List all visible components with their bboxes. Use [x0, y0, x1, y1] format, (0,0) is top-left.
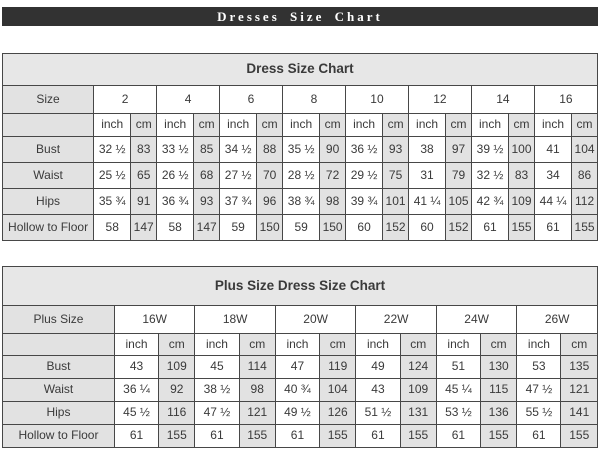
- value-inch: 59: [220, 215, 257, 241]
- value-inch: 61: [517, 425, 561, 448]
- value-inch: 25 ½: [94, 163, 131, 189]
- value-inch: 44 ¼: [534, 189, 571, 215]
- value-cm: 100: [509, 137, 535, 163]
- unit-header-cm: cm: [239, 334, 275, 356]
- value-cm: 86: [572, 163, 598, 189]
- value-inch: 60: [408, 215, 445, 241]
- value-inch: 47: [275, 356, 319, 379]
- value-cm: 70: [257, 163, 283, 189]
- unit-header-row: [3, 114, 598, 137]
- size-header: 10: [345, 86, 408, 114]
- unit-header-cm: cm: [561, 334, 598, 356]
- plus-size-dress-size-chart-table: [2, 266, 598, 448]
- value-inch: 61: [534, 215, 571, 241]
- value-inch: 39 ½: [471, 137, 508, 163]
- unit-header-inch: inch: [471, 114, 508, 137]
- measurement-label: Waist: [3, 163, 94, 189]
- size-header: 8: [283, 86, 346, 114]
- value-cm: 88: [257, 137, 283, 163]
- size-header: 22W: [356, 306, 436, 334]
- value-cm: 109: [159, 356, 195, 379]
- unit-header-cm: cm: [257, 114, 283, 137]
- size-row-label: Size: [3, 86, 94, 114]
- value-inch: 61: [471, 215, 508, 241]
- value-cm: 98: [320, 189, 346, 215]
- value-cm: 97: [446, 137, 472, 163]
- size-header: 2: [94, 86, 157, 114]
- page-title-bar: [2, 7, 598, 26]
- value-cm: 135: [561, 356, 598, 379]
- measurement-row: [3, 163, 598, 189]
- value-inch: 38 ½: [195, 379, 239, 402]
- unit-header-cm: cm: [509, 114, 535, 137]
- value-cm: 155: [561, 425, 598, 448]
- measurement-row: [3, 137, 598, 163]
- value-cm: 96: [257, 189, 283, 215]
- value-cm: 109: [400, 379, 436, 402]
- value-inch: 45: [195, 356, 239, 379]
- value-cm: 155: [572, 215, 598, 241]
- value-inch: 41 ¼: [408, 189, 445, 215]
- value-inch: 47 ½: [517, 379, 561, 402]
- value-cm: 93: [383, 137, 409, 163]
- unit-header-inch: inch: [408, 114, 445, 137]
- unit-header-inch: inch: [517, 334, 561, 356]
- value-cm: 147: [131, 215, 157, 241]
- value-cm: 101: [383, 189, 409, 215]
- value-inch: 58: [157, 215, 194, 241]
- value-inch: 36 ¾: [157, 189, 194, 215]
- chart-title-row: [3, 54, 598, 86]
- unit-header-inch: inch: [534, 114, 571, 137]
- value-inch: 33 ½: [157, 137, 194, 163]
- value-inch: 59: [283, 215, 320, 241]
- value-inch: 34 ½: [220, 137, 257, 163]
- unit-header-inch: inch: [94, 114, 131, 137]
- value-inch: 27 ½: [220, 163, 257, 189]
- value-cm: 155: [239, 425, 275, 448]
- value-cm: 85: [194, 137, 220, 163]
- unit-header-inch: inch: [157, 114, 194, 137]
- measurement-label: Hips: [3, 402, 115, 425]
- value-cm: 155: [159, 425, 195, 448]
- value-cm: 104: [320, 379, 356, 402]
- measurement-label: Bust: [3, 356, 115, 379]
- measurement-row: [3, 215, 598, 241]
- value-cm: 155: [400, 425, 436, 448]
- value-cm: 68: [194, 163, 220, 189]
- value-inch: 51 ½: [356, 402, 400, 425]
- value-cm: 124: [400, 356, 436, 379]
- measurement-label: Waist: [3, 379, 115, 402]
- value-cm: 115: [481, 379, 517, 402]
- unit-header-inch: inch: [283, 114, 320, 137]
- size-header: 16W: [114, 306, 194, 334]
- value-cm: 155: [320, 425, 356, 448]
- measurement-row: [3, 425, 598, 448]
- unit-header-cm: cm: [383, 114, 409, 137]
- measurement-label: Bust: [3, 137, 94, 163]
- value-inch: 34: [534, 163, 571, 189]
- measurement-row: [3, 379, 598, 402]
- value-inch: 38: [408, 137, 445, 163]
- size-header: 16: [534, 86, 597, 114]
- value-inch: 61: [114, 425, 158, 448]
- value-inch: 49: [356, 356, 400, 379]
- unit-header-cm: cm: [400, 334, 436, 356]
- value-cm: 116: [159, 402, 195, 425]
- value-inch: 47 ½: [195, 402, 239, 425]
- size-header: 6: [220, 86, 283, 114]
- value-inch: 43: [114, 356, 158, 379]
- value-cm: 104: [572, 137, 598, 163]
- value-cm: 147: [194, 215, 220, 241]
- value-inch: 38 ¾: [283, 189, 320, 215]
- unit-header-inch: inch: [275, 334, 319, 356]
- value-cm: 121: [561, 379, 598, 402]
- unit-header-inch: inch: [436, 334, 480, 356]
- measurement-row: [3, 402, 598, 425]
- value-inch: 61: [275, 425, 319, 448]
- value-cm: 65: [131, 163, 157, 189]
- value-cm: 155: [481, 425, 517, 448]
- value-cm: 152: [446, 215, 472, 241]
- unit-header-inch: inch: [220, 114, 257, 137]
- measurement-row: [3, 356, 598, 379]
- value-cm: 92: [159, 379, 195, 402]
- value-cm: 121: [239, 402, 275, 425]
- value-cm: 155: [509, 215, 535, 241]
- standard-dress-size-chart-table: [2, 53, 598, 241]
- value-inch: 29 ½: [345, 163, 382, 189]
- value-inch: 45 ½: [114, 402, 158, 425]
- value-cm: 93: [194, 189, 220, 215]
- unit-header-inch: inch: [345, 114, 382, 137]
- unit-row-label-cell: [3, 334, 115, 356]
- unit-row-label-cell: [3, 114, 94, 137]
- size-header: 18W: [195, 306, 275, 334]
- value-cm: 109: [509, 189, 535, 215]
- value-inch: 58: [94, 215, 131, 241]
- value-inch: 39 ¾: [345, 189, 382, 215]
- unit-header-cm: cm: [131, 114, 157, 137]
- value-inch: 31: [408, 163, 445, 189]
- unit-header-cm: cm: [446, 114, 472, 137]
- value-inch: 36 ¼: [114, 379, 158, 402]
- unit-header-inch: inch: [356, 334, 400, 356]
- value-inch: 61: [195, 425, 239, 448]
- value-inch: 35 ¾: [94, 189, 131, 215]
- value-cm: 130: [481, 356, 517, 379]
- value-cm: 131: [400, 402, 436, 425]
- unit-header-cm: cm: [194, 114, 220, 137]
- unit-header-cm: cm: [481, 334, 517, 356]
- size-row-label: Plus Size: [3, 306, 115, 334]
- value-inch: 42 ¾: [471, 189, 508, 215]
- value-inch: 60: [345, 215, 382, 241]
- value-inch: 49 ½: [275, 402, 319, 425]
- size-header: 26W: [517, 306, 598, 334]
- value-cm: 114: [239, 356, 275, 379]
- value-inch: 53 ½: [436, 402, 480, 425]
- value-cm: 150: [320, 215, 346, 241]
- value-inch: 40 ¾: [275, 379, 319, 402]
- value-inch: 53: [517, 356, 561, 379]
- value-cm: 105: [446, 189, 472, 215]
- measurement-row: [3, 189, 598, 215]
- size-header: 20W: [275, 306, 355, 334]
- value-inch: 55 ½: [517, 402, 561, 425]
- value-cm: 83: [509, 163, 535, 189]
- value-cm: 91: [131, 189, 157, 215]
- unit-header-inch: inch: [114, 334, 158, 356]
- value-inch: 35 ½: [283, 137, 320, 163]
- value-cm: 72: [320, 163, 346, 189]
- measurement-label: Hollow to Floor: [3, 215, 94, 241]
- unit-header-cm: cm: [320, 114, 346, 137]
- unit-header-cm: cm: [159, 334, 195, 356]
- page-title: Dresses Size Chart: [217, 9, 383, 24]
- value-cm: 119: [320, 356, 356, 379]
- value-cm: 83: [131, 137, 157, 163]
- value-inch: 61: [436, 425, 480, 448]
- unit-header-row: [3, 334, 598, 356]
- value-cm: 150: [257, 215, 283, 241]
- value-cm: 98: [239, 379, 275, 402]
- value-inch: 28 ½: [283, 163, 320, 189]
- size-header-row: [3, 306, 598, 334]
- value-cm: 152: [383, 215, 409, 241]
- size-header: 24W: [436, 306, 516, 334]
- measurement-label: Hips: [3, 189, 94, 215]
- chart-title: Plus Size Dress Size Chart: [3, 267, 598, 306]
- value-inch: 26 ½: [157, 163, 194, 189]
- value-inch: 32 ½: [471, 163, 508, 189]
- unit-header-cm: cm: [572, 114, 598, 137]
- unit-header-cm: cm: [320, 334, 356, 356]
- size-header: 4: [157, 86, 220, 114]
- value-inch: 36 ½: [345, 137, 382, 163]
- chart-title: Dress Size Chart: [3, 54, 598, 86]
- size-header-row: [3, 86, 598, 114]
- size-header: 12: [408, 86, 471, 114]
- value-inch: 32 ½: [94, 137, 131, 163]
- value-inch: 45 ¼: [436, 379, 480, 402]
- value-inch: 41: [534, 137, 571, 163]
- value-cm: 126: [320, 402, 356, 425]
- value-inch: 43: [356, 379, 400, 402]
- value-cm: 79: [446, 163, 472, 189]
- unit-header-inch: inch: [195, 334, 239, 356]
- value-cm: 141: [561, 402, 598, 425]
- size-header: 14: [471, 86, 534, 114]
- measurement-label: Hollow to Floor: [3, 425, 115, 448]
- value-cm: 75: [383, 163, 409, 189]
- value-inch: 37 ¾: [220, 189, 257, 215]
- value-cm: 136: [481, 402, 517, 425]
- value-cm: 90: [320, 137, 346, 163]
- value-cm: 112: [572, 189, 598, 215]
- value-inch: 61: [356, 425, 400, 448]
- value-inch: 51: [436, 356, 480, 379]
- chart-title-row: [3, 267, 598, 306]
